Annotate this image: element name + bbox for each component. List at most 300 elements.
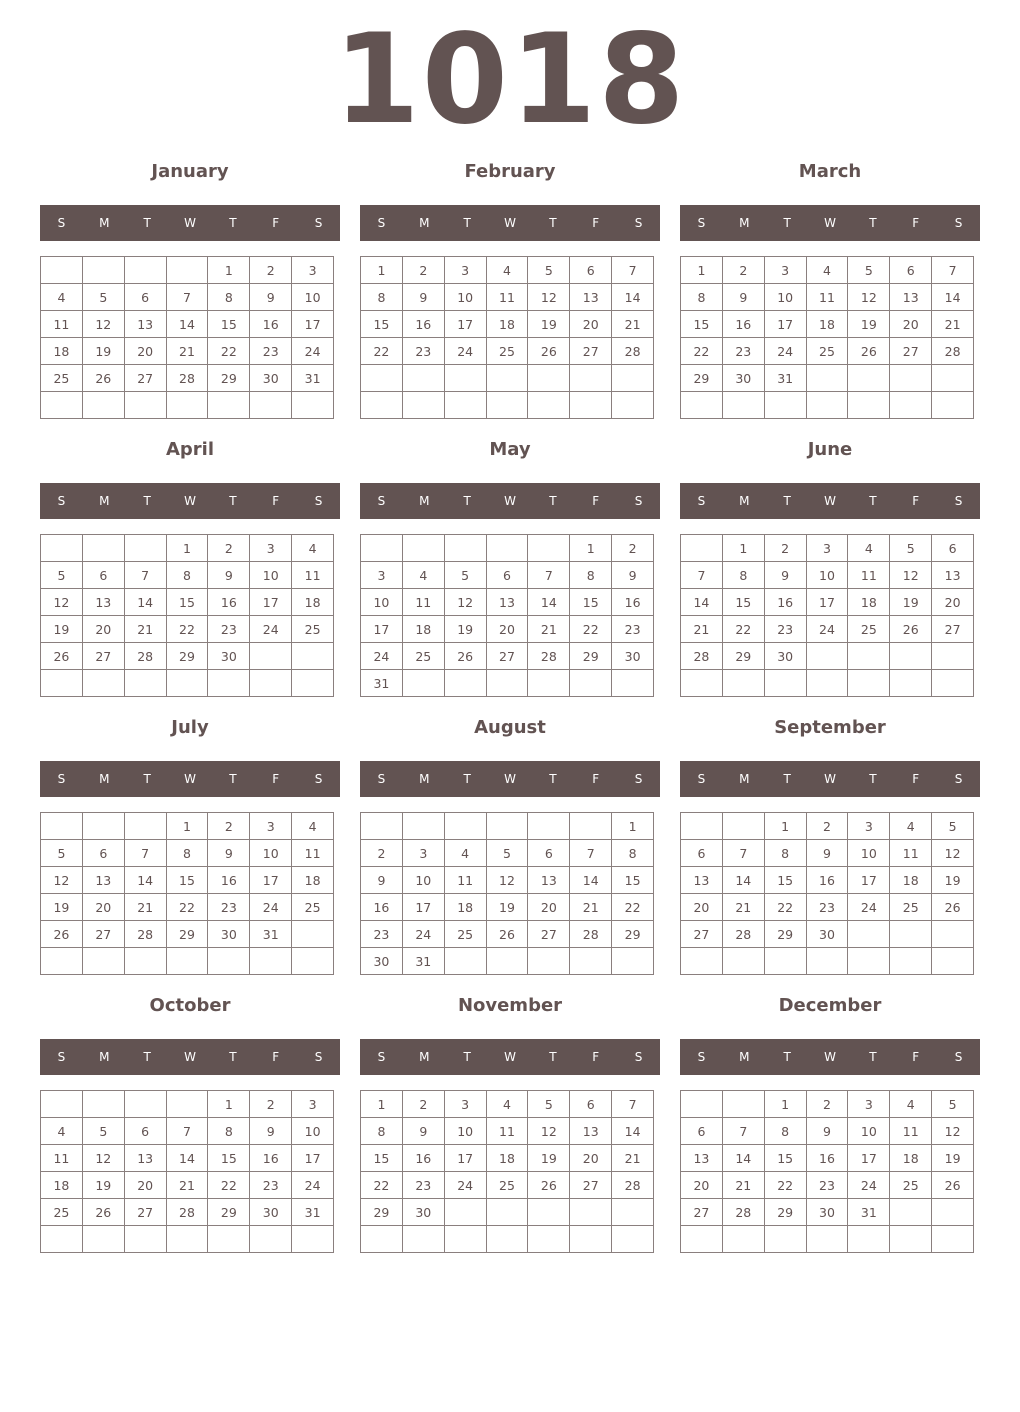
day-cell: [41, 813, 83, 840]
day-cell: 4: [848, 535, 890, 562]
day-cell: 5: [41, 562, 83, 589]
day-cell: 30: [250, 365, 292, 392]
day-cell: 11: [848, 562, 890, 589]
week-row: [361, 365, 654, 392]
day-cell: 24: [250, 894, 292, 921]
day-cell: 21: [722, 1172, 764, 1199]
day-cell: 31: [764, 365, 806, 392]
week-row: [361, 1199, 654, 1226]
week-row: [41, 813, 334, 840]
day-cell: [764, 392, 806, 419]
day-cell: 26: [82, 1199, 124, 1226]
day-cell: 30: [806, 921, 848, 948]
day-cell: 23: [250, 338, 292, 365]
day-cell: [764, 948, 806, 975]
day-cell: 18: [444, 894, 486, 921]
day-cell: 11: [486, 1118, 528, 1145]
day-cell: 11: [292, 840, 334, 867]
day-cell: [848, 948, 890, 975]
day-cell: 13: [124, 311, 166, 338]
day-cell: 24: [292, 338, 334, 365]
week-row: [41, 257, 334, 284]
month-name: August: [474, 717, 546, 738]
day-cell: 24: [848, 894, 890, 921]
day-cell: 13: [82, 589, 124, 616]
day-cell: [486, 1226, 528, 1253]
day-cell: 21: [932, 311, 974, 338]
day-cell: 8: [722, 562, 764, 589]
week-row: [681, 670, 974, 697]
day-grid: [360, 534, 654, 697]
day-cell: [82, 392, 124, 419]
day-cell: 12: [890, 562, 932, 589]
day-cell: 14: [681, 589, 723, 616]
day-cell: 15: [764, 1145, 806, 1172]
day-cell: 29: [764, 1199, 806, 1226]
day-cell: [932, 392, 974, 419]
day-cell: 26: [41, 921, 83, 948]
day-cell: [681, 392, 723, 419]
day-cell: 25: [806, 338, 848, 365]
month-name: July: [171, 717, 209, 738]
day-cell: 4: [444, 840, 486, 867]
day-cell: 19: [528, 1145, 570, 1172]
day-cell: 19: [890, 589, 932, 616]
weekday-label: M: [419, 216, 430, 230]
week-row: [41, 392, 334, 419]
weekday-header: [40, 205, 340, 241]
weekday-label: F: [272, 1050, 280, 1064]
day-cell: 2: [612, 535, 654, 562]
day-cell: [361, 1226, 403, 1253]
day-cell: 4: [41, 284, 83, 311]
day-cell: 28: [166, 1199, 208, 1226]
day-cell: [806, 1226, 848, 1253]
day-cell: 11: [402, 589, 444, 616]
week-row: [361, 1226, 654, 1253]
day-cell: 28: [932, 338, 974, 365]
week-row: [681, 311, 974, 338]
weekday-label: T: [869, 494, 877, 508]
weekday-header: [360, 483, 660, 519]
day-cell: [208, 1226, 250, 1253]
day-cell: 25: [402, 643, 444, 670]
day-cell: [528, 813, 570, 840]
day-cell: 2: [208, 535, 250, 562]
weekday-label: T: [869, 216, 877, 230]
week-row: [361, 338, 654, 365]
day-cell: [124, 1091, 166, 1118]
day-cell: [486, 392, 528, 419]
day-cell: 11: [890, 1118, 932, 1145]
day-cell: [444, 535, 486, 562]
day-cell: 22: [361, 1172, 403, 1199]
day-cell: 27: [570, 338, 612, 365]
day-cell: 15: [612, 867, 654, 894]
day-cell: 6: [124, 1118, 166, 1145]
day-cell: [361, 535, 403, 562]
day-cell: 26: [848, 338, 890, 365]
day-cell: 15: [166, 867, 208, 894]
week-row: [41, 1118, 334, 1145]
day-cell: 15: [570, 589, 612, 616]
day-cell: 22: [764, 1172, 806, 1199]
day-cell: 21: [612, 1145, 654, 1172]
day-cell: 15: [722, 589, 764, 616]
weekday-header: [40, 1039, 340, 1075]
day-cell: 9: [806, 1118, 848, 1145]
day-cell: 14: [932, 284, 974, 311]
day-cell: [486, 1199, 528, 1226]
week-row: [361, 616, 654, 643]
day-cell: 30: [250, 1199, 292, 1226]
day-cell: 26: [932, 1172, 974, 1199]
day-cell: [250, 1226, 292, 1253]
day-cell: [41, 1226, 83, 1253]
day-cell: 9: [208, 840, 250, 867]
day-cell: 24: [444, 338, 486, 365]
day-cell: 12: [82, 311, 124, 338]
day-cell: 9: [208, 562, 250, 589]
day-cell: 25: [890, 1172, 932, 1199]
week-row: [681, 1091, 974, 1118]
day-cell: [486, 813, 528, 840]
day-cell: [250, 392, 292, 419]
day-cell: [681, 813, 723, 840]
day-cell: 4: [890, 1091, 932, 1118]
day-cell: [570, 813, 612, 840]
weekday-label: M: [739, 494, 750, 508]
day-cell: 3: [292, 257, 334, 284]
day-cell: 27: [124, 1199, 166, 1226]
week-row: [681, 562, 974, 589]
day-cell: 13: [681, 1145, 723, 1172]
week-row: [681, 589, 974, 616]
month-name: April: [165, 439, 215, 460]
day-cell: 17: [361, 616, 403, 643]
day-cell: [612, 1199, 654, 1226]
day-cell: 11: [806, 284, 848, 311]
day-cell: 9: [250, 1118, 292, 1145]
day-cell: 21: [722, 894, 764, 921]
day-cell: 25: [292, 616, 334, 643]
day-cell: 8: [764, 840, 806, 867]
day-cell: 1: [722, 535, 764, 562]
day-cell: [681, 948, 723, 975]
day-cell: 16: [208, 589, 250, 616]
day-cell: 27: [124, 365, 166, 392]
day-cell: 21: [166, 1172, 208, 1199]
weekday-label: T: [783, 216, 791, 230]
day-cell: [570, 670, 612, 697]
day-cell: 7: [528, 562, 570, 589]
day-cell: [570, 1199, 612, 1226]
day-cell: 24: [250, 616, 292, 643]
day-cell: 25: [890, 894, 932, 921]
day-cell: [612, 392, 654, 419]
day-cell: [612, 1226, 654, 1253]
weekday-label: S: [634, 1050, 643, 1064]
day-cell: 4: [402, 562, 444, 589]
day-cell: 7: [612, 257, 654, 284]
day-cell: 18: [292, 589, 334, 616]
day-cell: [890, 392, 932, 419]
day-cell: 3: [848, 813, 890, 840]
day-cell: [806, 392, 848, 419]
day-cell: 22: [612, 894, 654, 921]
week-row: [41, 643, 334, 670]
weekday-label: F: [592, 772, 600, 786]
year-title: 1018: [333, 8, 687, 152]
day-cell: 18: [486, 311, 528, 338]
day-cell: [764, 1226, 806, 1253]
day-cell: [890, 670, 932, 697]
day-cell: 2: [402, 1091, 444, 1118]
day-cell: 6: [681, 840, 723, 867]
week-row: [361, 670, 654, 697]
week-row: [41, 338, 334, 365]
weekday-label: S: [57, 494, 66, 508]
day-cell: [292, 643, 334, 670]
day-cell: [528, 365, 570, 392]
day-cell: 30: [208, 921, 250, 948]
day-cell: [166, 670, 208, 697]
day-cell: 7: [124, 562, 166, 589]
week-row: [361, 535, 654, 562]
weekday-label: T: [143, 772, 151, 786]
day-cell: 29: [570, 643, 612, 670]
day-cell: [806, 643, 848, 670]
day-cell: 10: [402, 867, 444, 894]
weekday-label: S: [314, 772, 323, 786]
day-cell: 24: [764, 338, 806, 365]
weekday-label: T: [229, 494, 237, 508]
day-cell: [722, 392, 764, 419]
weekday-header: [680, 1039, 980, 1075]
weekday-label: S: [954, 494, 963, 508]
day-cell: [890, 1199, 932, 1226]
week-row: [41, 616, 334, 643]
day-cell: 18: [41, 338, 83, 365]
day-cell: [124, 813, 166, 840]
day-cell: 17: [292, 311, 334, 338]
day-cell: 17: [806, 589, 848, 616]
day-cell: 27: [681, 921, 723, 948]
day-cell: 5: [41, 840, 83, 867]
day-cell: 20: [570, 311, 612, 338]
day-cell: 4: [292, 813, 334, 840]
month-name: September: [774, 717, 886, 738]
week-row: [681, 616, 974, 643]
day-cell: 23: [612, 616, 654, 643]
weekday-label: W: [184, 1050, 196, 1064]
day-cell: 13: [570, 1118, 612, 1145]
day-cell: [528, 670, 570, 697]
day-cell: 29: [764, 921, 806, 948]
day-cell: 28: [528, 643, 570, 670]
day-cell: 9: [722, 284, 764, 311]
day-cell: 27: [681, 1199, 723, 1226]
day-cell: 14: [722, 1145, 764, 1172]
weekday-label: W: [184, 494, 196, 508]
day-cell: [82, 1226, 124, 1253]
day-cell: [124, 670, 166, 697]
day-cell: 9: [361, 867, 403, 894]
week-row: [681, 1199, 974, 1226]
day-cell: 26: [444, 643, 486, 670]
day-cell: 3: [444, 257, 486, 284]
day-cell: [722, 948, 764, 975]
day-cell: 22: [361, 338, 403, 365]
day-cell: 12: [932, 840, 974, 867]
week-row: [361, 894, 654, 921]
day-cell: 2: [361, 840, 403, 867]
day-cell: 20: [570, 1145, 612, 1172]
day-cell: 23: [208, 616, 250, 643]
day-cell: 26: [890, 616, 932, 643]
day-cell: [932, 1199, 974, 1226]
day-cell: 31: [292, 365, 334, 392]
day-cell: 26: [82, 365, 124, 392]
day-cell: 22: [722, 616, 764, 643]
weekday-header: [40, 761, 340, 797]
day-cell: [528, 1199, 570, 1226]
day-cell: 28: [124, 643, 166, 670]
day-cell: 15: [681, 311, 723, 338]
day-cell: 9: [806, 840, 848, 867]
day-cell: 28: [166, 365, 208, 392]
day-cell: 8: [166, 562, 208, 589]
day-cell: 28: [124, 921, 166, 948]
day-cell: 13: [890, 284, 932, 311]
day-cell: [848, 365, 890, 392]
day-cell: [444, 948, 486, 975]
day-cell: [292, 948, 334, 975]
weekday-label: F: [272, 772, 280, 786]
day-cell: [722, 813, 764, 840]
day-cell: 11: [890, 840, 932, 867]
weekday-header: [360, 761, 660, 797]
day-cell: 24: [292, 1172, 334, 1199]
week-row: [361, 643, 654, 670]
day-grid: [680, 812, 974, 975]
day-cell: 17: [848, 867, 890, 894]
weekday-label: T: [869, 772, 877, 786]
weekday-label: S: [697, 494, 706, 508]
weekday-label: M: [419, 494, 430, 508]
day-cell: 25: [292, 894, 334, 921]
day-grid: [40, 812, 334, 975]
weekday-label: M: [419, 772, 430, 786]
day-cell: 29: [612, 921, 654, 948]
day-cell: 14: [124, 867, 166, 894]
day-cell: 1: [208, 257, 250, 284]
day-cell: [82, 257, 124, 284]
week-row: [361, 284, 654, 311]
week-row: [681, 813, 974, 840]
day-cell: [402, 813, 444, 840]
day-cell: 18: [890, 867, 932, 894]
day-cell: [890, 1226, 932, 1253]
day-cell: 9: [612, 562, 654, 589]
day-cell: 28: [612, 1172, 654, 1199]
day-cell: 9: [250, 284, 292, 311]
day-cell: 4: [41, 1118, 83, 1145]
day-cell: 21: [166, 338, 208, 365]
week-row: [681, 284, 974, 311]
day-cell: 28: [722, 1199, 764, 1226]
week-row: [41, 894, 334, 921]
day-cell: 10: [806, 562, 848, 589]
day-cell: 5: [890, 535, 932, 562]
weekday-label: T: [869, 1050, 877, 1064]
day-cell: [166, 948, 208, 975]
day-cell: 5: [82, 284, 124, 311]
day-cell: 8: [208, 1118, 250, 1145]
day-cell: 17: [292, 1145, 334, 1172]
day-cell: 14: [166, 311, 208, 338]
day-cell: [444, 392, 486, 419]
day-cell: [82, 948, 124, 975]
day-cell: 26: [486, 921, 528, 948]
week-row: [361, 1118, 654, 1145]
day-cell: 2: [402, 257, 444, 284]
week-row: [361, 311, 654, 338]
day-cell: 21: [570, 894, 612, 921]
day-cell: 28: [722, 921, 764, 948]
day-cell: [41, 535, 83, 562]
day-cell: [806, 670, 848, 697]
day-cell: [890, 365, 932, 392]
day-cell: [612, 948, 654, 975]
week-row: [41, 1172, 334, 1199]
day-cell: [444, 670, 486, 697]
day-cell: 27: [82, 643, 124, 670]
week-row: [361, 948, 654, 975]
day-cell: 18: [848, 589, 890, 616]
weekday-label: W: [824, 494, 836, 508]
month-name: February: [464, 161, 556, 182]
day-cell: 27: [890, 338, 932, 365]
weekday-label: T: [549, 772, 557, 786]
weekday-label: T: [783, 772, 791, 786]
day-cell: 10: [361, 589, 403, 616]
day-cell: 7: [932, 257, 974, 284]
day-cell: 19: [82, 338, 124, 365]
day-cell: 12: [41, 589, 83, 616]
day-cell: 13: [932, 562, 974, 589]
day-cell: 19: [444, 616, 486, 643]
day-cell: [41, 392, 83, 419]
weekday-label: T: [549, 216, 557, 230]
weekday-header: [680, 761, 980, 797]
weekday-label: S: [57, 772, 66, 786]
weekday-label: S: [954, 1050, 963, 1064]
weekday-label: S: [377, 1050, 386, 1064]
day-cell: 11: [41, 1145, 83, 1172]
day-cell: 19: [41, 616, 83, 643]
day-cell: 16: [764, 589, 806, 616]
day-cell: [166, 392, 208, 419]
day-cell: [444, 1226, 486, 1253]
weekday-label: W: [504, 216, 516, 230]
day-cell: 5: [82, 1118, 124, 1145]
day-cell: 21: [124, 894, 166, 921]
day-cell: 1: [361, 257, 403, 284]
day-cell: 3: [848, 1091, 890, 1118]
day-cell: 4: [806, 257, 848, 284]
day-cell: 14: [612, 284, 654, 311]
